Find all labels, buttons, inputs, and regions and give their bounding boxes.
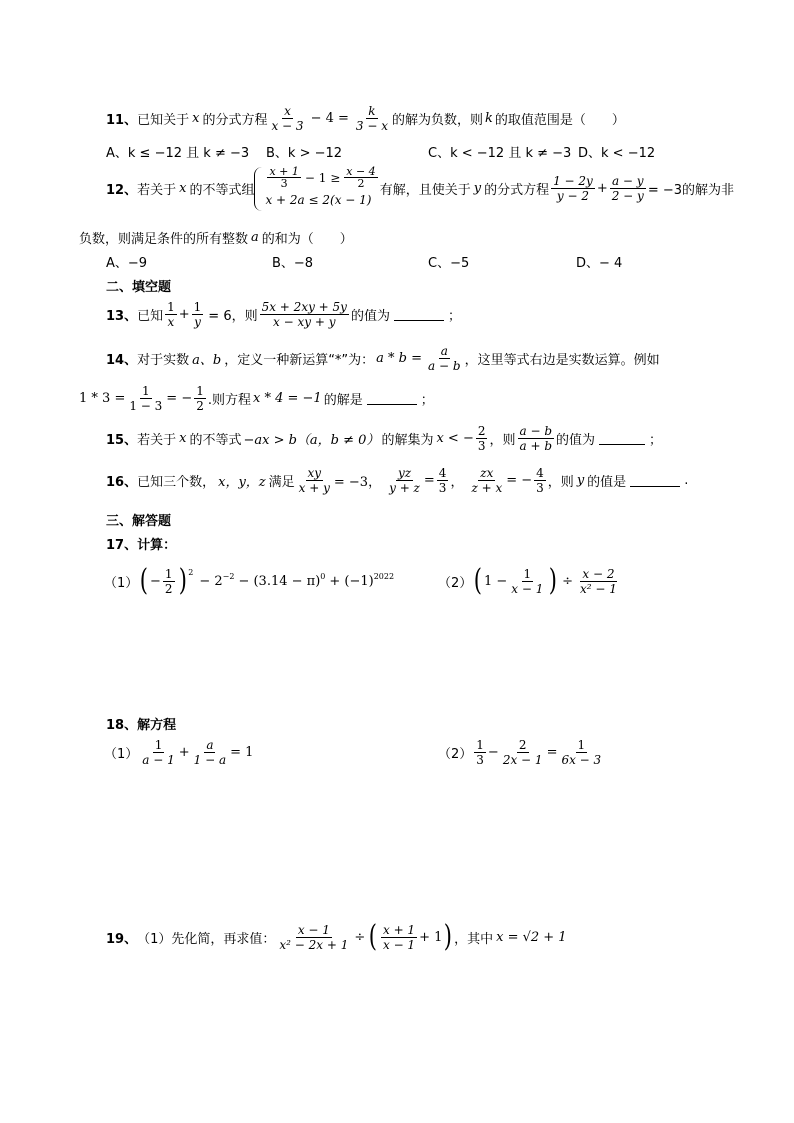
numerator: x <box>284 104 291 118</box>
math-text: − 2 <box>199 573 223 589</box>
math-text: .则方程 <box>207 393 251 408</box>
fraction <box>387 466 422 495</box>
denominator: 1 − 3 <box>129 399 163 413</box>
math-text: ÷ <box>562 573 574 589</box>
answer-blank[interactable] <box>599 432 645 445</box>
math-text: 的和为（ ） <box>261 232 353 247</box>
math-text: 的不等式组 <box>189 183 255 198</box>
option-a: A、k ≤ −12 且 k ≠ −3 <box>106 146 250 161</box>
fraction <box>194 384 206 413</box>
math-text: = − <box>506 473 533 488</box>
math-text: 0 <box>320 572 326 581</box>
math-text: + <box>178 745 190 760</box>
denominator: a − b <box>428 359 461 373</box>
fraction <box>192 738 228 767</box>
numerator: x − 2 <box>582 566 615 581</box>
math-text: x * 4 = −1 <box>253 391 322 406</box>
numerator: zx <box>480 466 494 480</box>
math-text <box>265 166 379 211</box>
math-text: 已知 <box>137 309 164 324</box>
math-text: . <box>684 473 689 488</box>
math-text: 有解，且使关于 <box>379 183 471 198</box>
answer-blank[interactable] <box>630 474 680 487</box>
math-text: 对于实数 <box>137 353 190 368</box>
q18-part2 <box>438 738 605 767</box>
section-heading: 三、解答题 <box>106 514 172 529</box>
fraction <box>140 738 176 767</box>
math-text: 1 − <box>484 573 508 589</box>
numerator: 1 <box>476 738 484 752</box>
denominator: x + y <box>298 481 330 495</box>
option-d: D、− 4 <box>576 256 623 271</box>
numerator: 1 <box>523 566 532 581</box>
math-text: 2 <box>188 568 194 577</box>
math-text: ； <box>649 433 663 448</box>
math-text: − <box>150 573 161 589</box>
math-text: = − <box>166 391 193 406</box>
math-text: 负数，则满足条件的所有整数 <box>79 232 249 247</box>
fraction <box>277 923 350 952</box>
numerator: 1 <box>167 300 175 314</box>
q16-line <box>106 466 688 495</box>
q17-part1 <box>104 563 395 598</box>
math-text: a <box>251 230 259 245</box>
math-text: ； <box>447 309 461 324</box>
math-text: 若关于 <box>137 433 177 448</box>
numerator: 4 <box>438 466 447 480</box>
denominator: 2 <box>164 581 173 596</box>
math-text: + <box>178 307 190 322</box>
fraction <box>534 466 546 495</box>
numerator: 1 <box>577 738 586 752</box>
q17-part2 <box>438 563 621 598</box>
denominator: x² − 2x + 1 <box>279 937 349 952</box>
numerator: xy <box>307 466 322 480</box>
fraction <box>127 384 164 413</box>
fraction <box>192 300 204 329</box>
fraction <box>344 166 377 189</box>
question-number: 12、 <box>106 183 138 198</box>
fraction <box>501 738 545 767</box>
math-text: y <box>576 473 585 488</box>
numerator: x + 1 <box>382 922 416 937</box>
fraction <box>354 104 390 133</box>
q11-line <box>106 104 625 133</box>
denominator: x − 3 <box>271 119 304 133</box>
numerator: 2 <box>518 738 527 752</box>
math-text: （1） <box>104 747 139 762</box>
math-text: （2） <box>438 747 473 762</box>
math-text: （2） <box>438 575 473 591</box>
question-number: 16、 <box>106 475 138 490</box>
q14-line <box>106 344 660 373</box>
fraction <box>163 567 175 596</box>
q13-line <box>106 300 461 329</box>
math-text: 的分式方程 <box>202 113 268 128</box>
question-title: 18、解方程 <box>106 718 177 733</box>
math-text: = −3的解为非 <box>647 183 735 198</box>
denominator: 3 <box>477 439 486 453</box>
denominator: x² − 1 <box>580 581 617 596</box>
math-text: 的取值范围是（ ） <box>494 113 625 128</box>
q14-line2 <box>79 384 434 413</box>
denominator: x − xy + y <box>273 315 336 329</box>
denominator: 2 <box>357 177 365 190</box>
numerator: 1 <box>164 566 173 581</box>
math-text: a * b = <box>376 351 423 366</box>
math-text: − (3.14 − π) <box>238 573 321 589</box>
denominator: 2x − 1 <box>502 753 543 767</box>
math-text: 满足 <box>268 475 295 490</box>
fraction <box>578 567 619 596</box>
answer-blank[interactable] <box>394 308 444 321</box>
numerator: a − b <box>519 424 553 438</box>
question-title: 17、计算： <box>106 538 177 553</box>
math-text: ，这里等式右边是实数运算。例如 <box>464 353 660 368</box>
fraction <box>509 567 545 596</box>
numerator: a <box>440 344 448 358</box>
denominator: 3 − x <box>355 119 388 133</box>
denominator: y <box>194 315 201 329</box>
math-text: 的解为负数，则 <box>391 113 483 128</box>
math-text: = <box>423 473 435 488</box>
paren-icon: ( <box>369 919 378 954</box>
math-text: 1 * 3 = <box>79 391 126 406</box>
math-text: 已知三个数， <box>137 475 216 490</box>
q19-line <box>106 919 567 954</box>
option-d: D、k < −12 <box>578 146 656 161</box>
numerator: k <box>368 104 376 118</box>
math-text: a、b <box>192 353 222 368</box>
denominator: 3 <box>280 177 288 190</box>
math-text: − 4 = <box>310 111 349 126</box>
math-text: + <box>596 181 608 196</box>
fraction <box>260 300 349 329</box>
question-number: 11、 <box>106 113 138 128</box>
math-text: −2 <box>222 572 235 581</box>
math-text: （1） <box>104 575 139 591</box>
numerator: 1 − 2y <box>553 174 593 188</box>
numerator: x − 4 <box>346 165 376 178</box>
fraction <box>297 466 332 495</box>
fraction <box>610 174 646 203</box>
section-heading: 二、填空题 <box>106 280 172 295</box>
denominator: 2 <box>196 399 204 413</box>
math-text: x <box>179 431 187 446</box>
fraction <box>518 424 555 453</box>
fraction <box>474 738 486 767</box>
math-text: −ax > b（a，b ≠ 0） <box>243 433 380 448</box>
option-c: C、k < −12 且 k ≠ −3 <box>428 146 572 161</box>
paren-icon: ) <box>549 563 558 598</box>
question-number: 15、 <box>106 433 138 448</box>
math-text: 的解是 <box>323 393 363 408</box>
math-text: x + 2a ≤ 2(x − 1) <box>265 193 372 207</box>
brace-icon <box>254 167 263 211</box>
question-number: 13、 <box>106 309 138 324</box>
option-b: B、k > −12 <box>266 146 343 161</box>
question-number: 19、 <box>106 931 138 947</box>
denominator: a − 1 <box>142 753 175 767</box>
numerator: a <box>206 738 214 752</box>
fraction <box>267 166 300 189</box>
math-text: 的值为 <box>350 309 390 324</box>
math-text: ； <box>420 393 434 408</box>
math-text: x = √2 + 1 <box>496 929 567 945</box>
math-text: ， <box>450 475 464 490</box>
fraction <box>559 738 603 767</box>
math-text: 的不等式 <box>189 433 242 448</box>
numerator: 1 <box>142 384 150 398</box>
math-text: 的分式方程 <box>484 183 550 198</box>
math-text: 若关于 <box>137 183 177 198</box>
math-text: = 1 <box>230 745 254 760</box>
math-text: + (−1) <box>329 573 374 589</box>
fraction <box>551 174 595 203</box>
denominator: a + b <box>519 439 553 453</box>
denominator: 6x − 3 <box>561 753 602 767</box>
q18-part1 <box>104 738 253 767</box>
math-text: （1）先化简，再求值： <box>137 931 276 947</box>
math-text: ，则 <box>489 433 516 448</box>
numerator: a − y <box>611 174 644 188</box>
option-b: B、−8 <box>272 256 314 271</box>
math-text: ，定义一种新运算“*”为： <box>224 353 375 368</box>
denominator: y − 2 <box>556 189 589 203</box>
denominator: 1 − a <box>193 753 227 767</box>
math-text: x，y，z <box>218 475 266 490</box>
q12-line2 <box>79 228 353 247</box>
math-text: 的值是 <box>587 475 627 490</box>
q12-line <box>106 166 734 211</box>
numerator: 2 <box>477 424 486 438</box>
denominator: x <box>167 315 175 329</box>
math-text: y <box>473 181 482 196</box>
math-text: x <box>179 181 187 196</box>
denominator: 2 − y <box>611 189 644 203</box>
math-text: ，其中 <box>454 931 494 947</box>
denominator: 3 <box>476 753 484 767</box>
fraction <box>165 300 177 329</box>
paren-icon: ) <box>444 919 453 954</box>
numerator: yz <box>397 466 412 480</box>
math-text: 2022 <box>373 572 395 581</box>
fraction <box>437 466 449 495</box>
numerator: 4 <box>536 466 544 480</box>
numerator: 1 <box>193 300 202 314</box>
option-c: C、−5 <box>428 256 470 271</box>
fraction <box>269 104 305 133</box>
math-text: 的值为 <box>556 433 596 448</box>
math-text <box>265 166 379 189</box>
paren-icon: ) <box>178 563 187 598</box>
math-text: = 6，则 <box>208 309 258 324</box>
math-text: − 1 ≥ <box>304 170 341 185</box>
math-text: = <box>546 745 558 760</box>
math-text: + 1 <box>419 929 443 945</box>
paren-icon: ( <box>140 563 149 598</box>
question-number: 14、 <box>106 353 138 368</box>
denominator: z + x <box>471 481 503 495</box>
math-text: = −3， <box>333 475 382 490</box>
numerator: 1 <box>196 384 204 398</box>
denominator: y + z <box>389 481 420 495</box>
math-text: k <box>485 111 493 126</box>
math-text: ，则 <box>547 475 574 490</box>
numerator: x + 1 <box>269 165 299 178</box>
denominator: x − 1 <box>511 581 544 596</box>
option-a: A、−9 <box>106 256 148 271</box>
fraction <box>426 344 463 373</box>
fraction <box>476 424 488 453</box>
numerator: 5x + 2xy + 5y <box>261 300 347 314</box>
math-text: x <box>192 111 200 126</box>
answer-blank[interactable] <box>367 392 417 405</box>
fraction <box>381 923 417 952</box>
q15-line <box>106 424 662 453</box>
math-text: ÷ <box>354 929 366 945</box>
denominator: x − 1 <box>382 937 416 952</box>
fraction <box>469 466 504 495</box>
math-text: 已知关于 <box>137 113 190 128</box>
numerator: 1 <box>154 738 163 752</box>
math-text: 的解集为 <box>381 433 434 448</box>
math-text: x < − <box>436 431 474 446</box>
numerator: x − 1 <box>297 922 330 937</box>
paren-icon: ( <box>474 563 483 598</box>
denominator: 3 <box>438 481 447 495</box>
inequality-system <box>254 166 379 211</box>
denominator: 3 <box>536 481 544 495</box>
math-text: − <box>487 745 499 760</box>
